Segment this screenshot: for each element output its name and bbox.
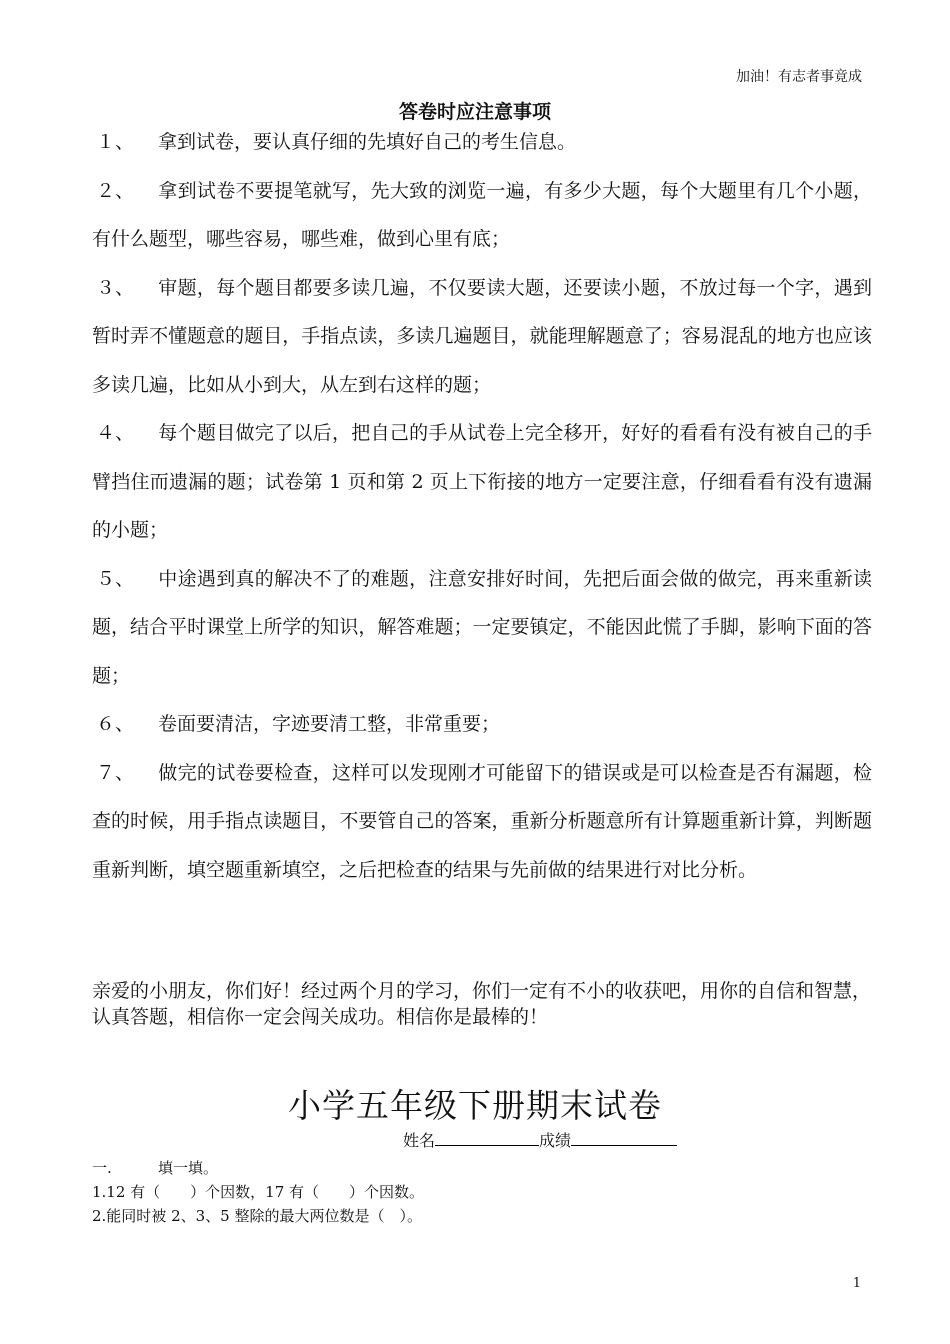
note-item [92, 167, 872, 264]
section-fill-in [92, 1156, 424, 1228]
note-item [92, 118, 872, 167]
section-heading [92, 1156, 424, 1180]
note-number: １、 [96, 131, 135, 153]
section-number: 一. [92, 1159, 112, 1177]
note-number: ５、 [96, 567, 135, 590]
notes-list [92, 118, 872, 894]
section-title: 填一填。 [158, 1159, 219, 1177]
question: 2.能同时被 2、3、5 整除的最大两位数是（ ）。 [92, 1207, 422, 1225]
note-text: 拿到试卷不要提笔就写，先大致的浏览一遍，有多少大题，每个大题里有几个小题，有什么题型，哪些容易，哪些难，做到心里有底； [92, 179, 872, 250]
header-note: 加油！有志者事竟成 [736, 69, 862, 85]
score-field[interactable] [571, 1129, 677, 1146]
note-number: ７、 [96, 761, 135, 784]
question: 1.12 有（ ）个因数，17 有（ ）个因数。 [92, 1183, 425, 1201]
note-text: 审题，每个题目都要多读几遍，不仅要读大题，还要读小题，不放过每一个字，遇到暂时弄不懂题意的题目，手指点读，多读几遍题目，就能理解题意了；容易混乱的地方也应该多读几遍，比如从小到大，从左到右这样的题； [92, 276, 872, 396]
note-text: 做完的试卷要检查，这样可以发现刚才可能留下的错误或是可以检查是否有漏题，检查的时候，用手指点读题目，不要管自己的答案，重新分析题意所有计算题重新计算，判断题重新判断，填空题重新填空，之后把检查的结果与先前做的结果进行对比分析。 [92, 761, 872, 881]
note-text: 中途遇到真的解决不了的难题，注意安排好时间，先把后面会做的做完，再来重新读题，结合平时课堂上所学的知识，解答难题；一定要镇定，不能因此慌了手脚，影响下面的答题； [92, 567, 872, 687]
page-number: 1 [852, 1276, 861, 1291]
note-item [92, 264, 872, 410]
note-number: ６、 [96, 713, 135, 735]
note-item [92, 749, 872, 895]
note-number: ４、 [96, 422, 135, 444]
note-item [92, 409, 872, 555]
name-field[interactable] [435, 1129, 539, 1146]
note-item [92, 555, 872, 701]
greeting-paragraph: 亲爱的小朋友，你们好！经过两个月的学习，你们一定有不小的收获吧，用你的自信和智慧，认真答题，相信你一定会闯关成功。相信你是最棒的！ [92, 980, 872, 1028]
exam-title: 小学五年级下册期末试卷 [288, 1086, 662, 1125]
notes-title: 答卷时应注意事项 [398, 101, 551, 123]
note-text: 拿到试卷，要认真仔细的先填好自己的考生信息。 [158, 131, 577, 153]
score-label: 成绩 [539, 1131, 572, 1150]
student-info-line [403, 1128, 677, 1151]
note-item [92, 700, 872, 749]
note-number: ３、 [96, 276, 135, 299]
note-text: 卷面要清洁，字迹要清工整，非常重要； [158, 713, 501, 735]
note-text: 每个题目做完了以后，把自己的手从试卷上完全移开，好好的看看有没有被自己的手臂挡住而遗漏的题；试卷第 1 页和第 2 页上下衔接的地方一定要注意，仔细看看有没有遗漏的小题； [92, 422, 872, 541]
name-label: 姓名 [403, 1131, 436, 1150]
note-number: ２、 [96, 179, 135, 202]
